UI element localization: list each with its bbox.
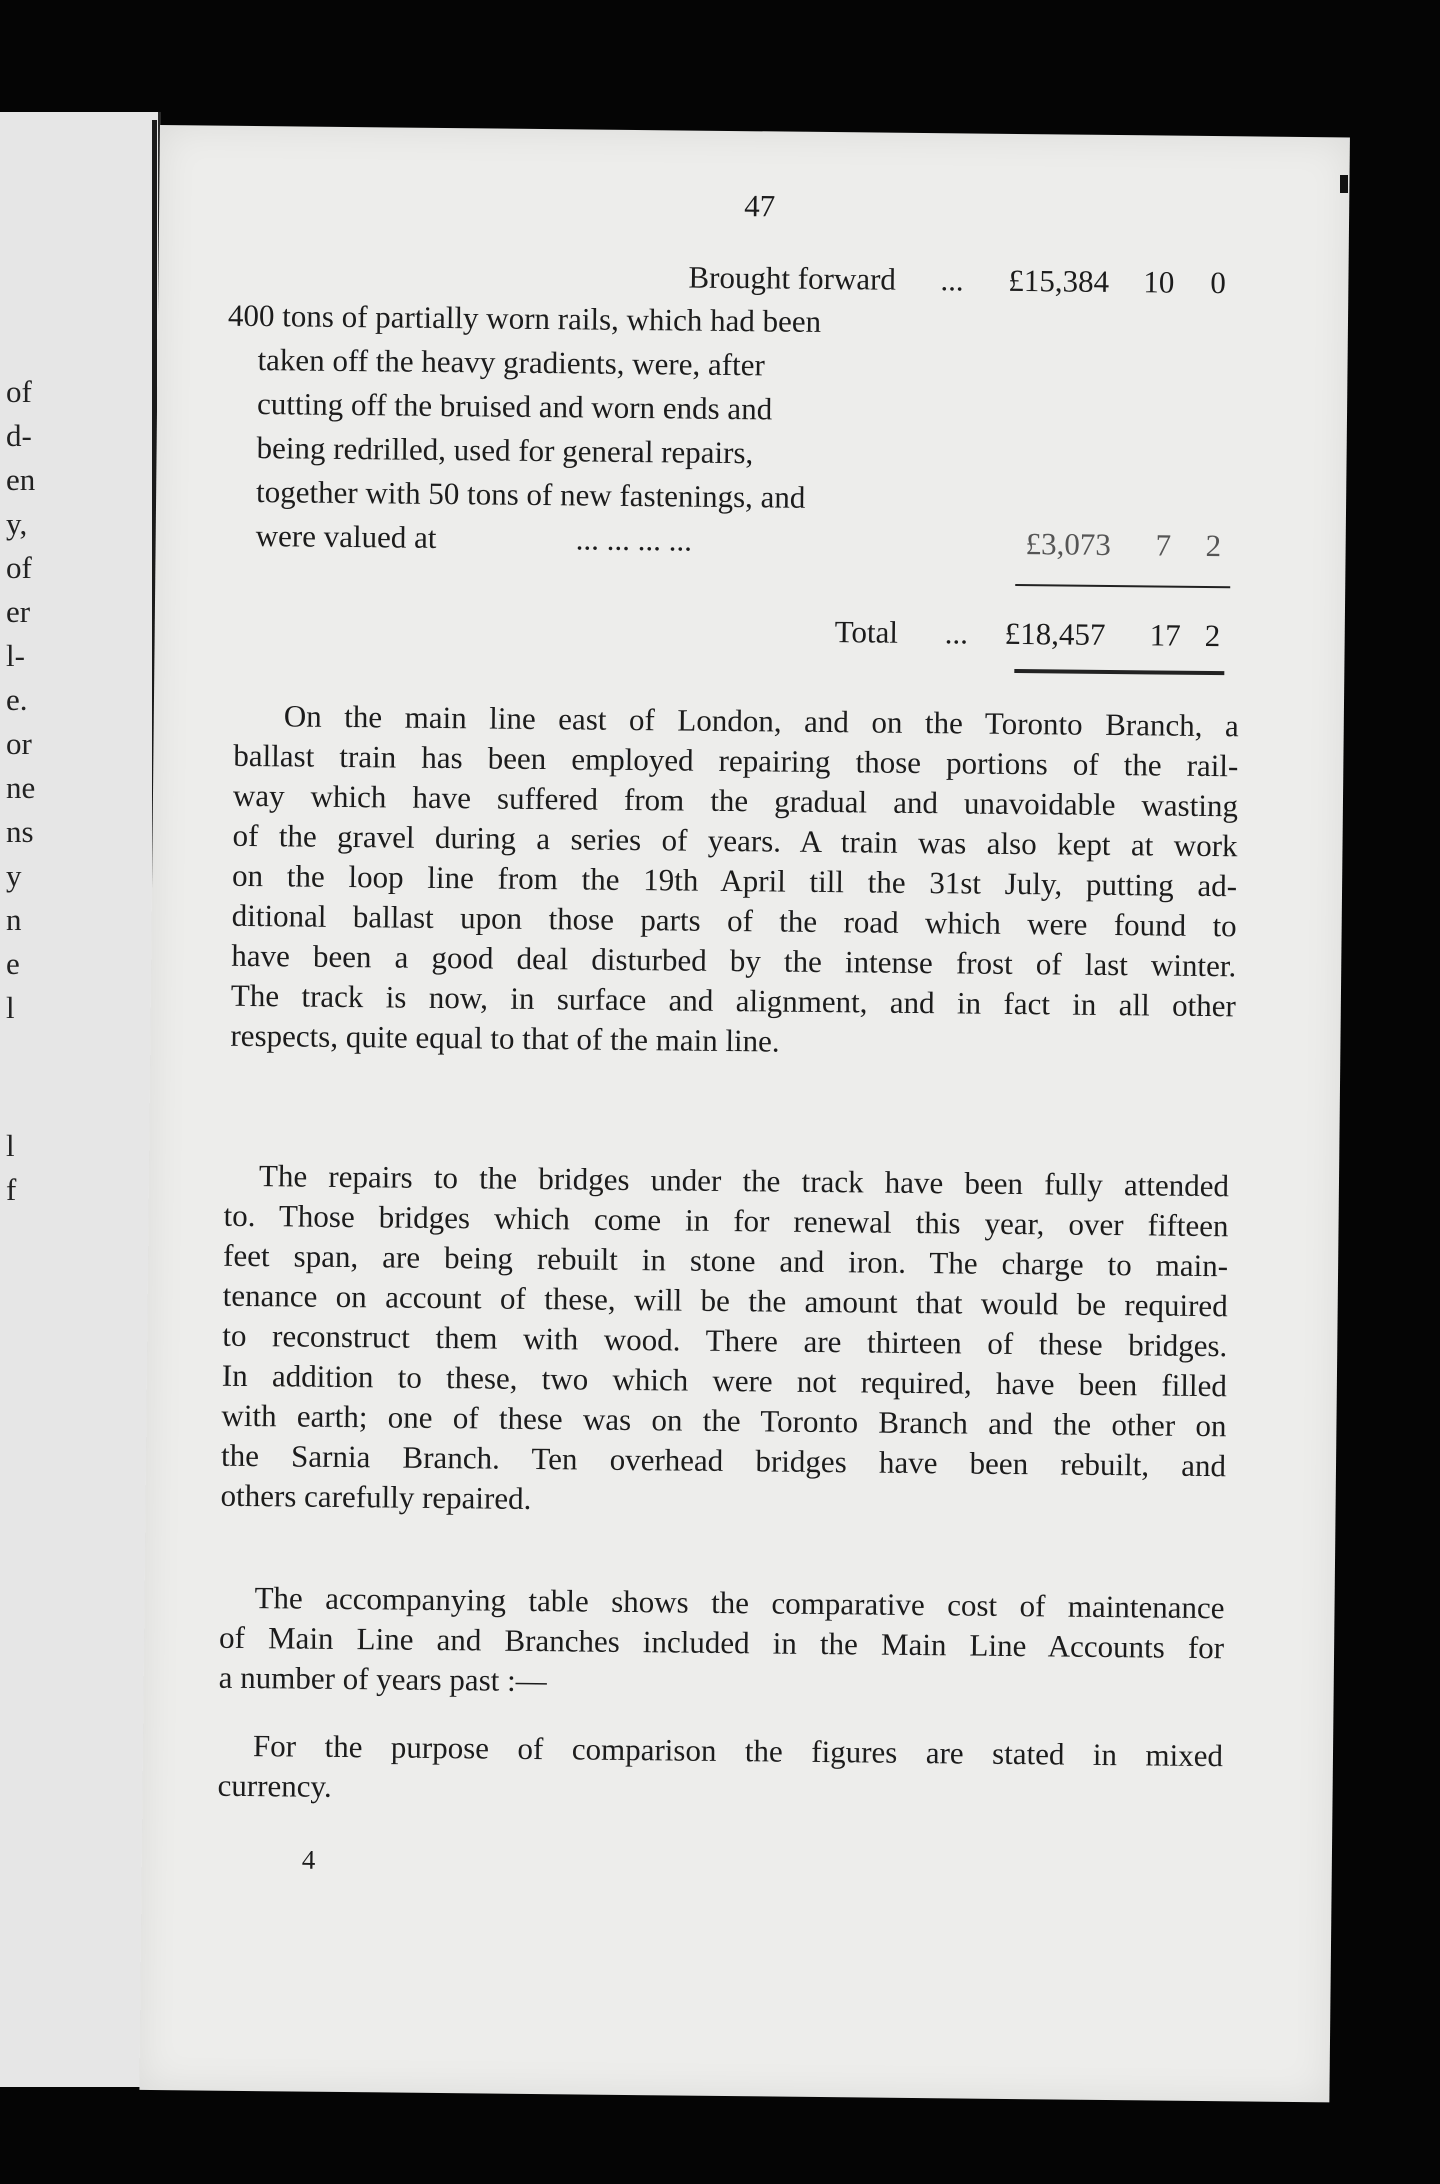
fragment-text: d- (6, 418, 32, 453)
entry-line: being redrilled, used for general repairs, (256, 430, 754, 471)
previous-page-fragment (0, 112, 161, 2087)
brought-forward-shillings: 10 (1143, 264, 1175, 300)
paragraph-line: currency. (217, 1767, 332, 1804)
fragment-text: e (6, 946, 20, 981)
entry-line: together with 50 tons of new fastenings, and (255, 474, 806, 515)
paragraph-ballast (230, 696, 1239, 1067)
fragment-text: e. (6, 682, 28, 717)
paragraph-line: The accompanying table shows the comparative cost of maintenance (254, 1580, 1225, 1626)
paragraph-line: respects, quite equal to that of the main line. (230, 1017, 780, 1059)
paragraph-line: The track is now, in surface and alignment, and in fact in all other (230, 977, 1237, 1024)
total-dots: ... (944, 615, 969, 651)
entry-pounds: £3,073 (1025, 526, 1112, 562)
paragraph-line: on the loop line from the 19th April till the 31st July, putting ad- (231, 857, 1238, 904)
signature-mark: 4 (301, 1844, 316, 1875)
paragraph-line: For the purpose of comparison the figures are stated in mixed (252, 1728, 1224, 1774)
paragraph-line: ballast train has been employed repairing those portions of the rail- (233, 737, 1239, 784)
paragraph-line: ditional ballast upon those parts of the road which were found to (231, 897, 1237, 944)
brought-forward-dots: ... (940, 262, 964, 298)
entry-line: 400 tons of partially worn rails, which had been (227, 297, 822, 339)
entry-pence: 2 (1205, 527, 1222, 564)
entry-line: cutting off the bruised and worn ends and (256, 386, 773, 427)
paragraph-line: to. Those bridges which come in for renewal this year, over fifteen (223, 1197, 1229, 1244)
fragment-text: n (6, 902, 22, 937)
entry-line: were valued at (255, 518, 437, 555)
paragraph-line: In addition to these, two which were not required, have been filled (221, 1357, 1228, 1404)
paragraph-line: have been a good deal disturbed by the intense frost of last winter. (231, 937, 1237, 984)
fragment-text: l (6, 990, 15, 1025)
page-edge-mark (1340, 175, 1348, 193)
brought-forward-pounds: £15,384 (1008, 262, 1110, 299)
total-label: Total (834, 614, 899, 650)
paragraph-line: the Sarnia Branch. Ten overhead bridges have been rebuilt, and (220, 1437, 1227, 1484)
paragraph-line: The repairs to the bridges under the track have been fully attended (258, 1158, 1230, 1204)
paragraph-line: tenance on account of these, will be the amount that would be required (222, 1277, 1228, 1324)
paragraph-line: others carefully repaired. (220, 1477, 532, 1516)
paragraph-line: of Main Line and Branches included in the Main Line Accounts for (218, 1619, 1225, 1666)
fragment-text: y, (6, 506, 28, 541)
fragment-text: l (6, 1128, 15, 1163)
total-shillings: 17 (1149, 617, 1181, 653)
fragment-text: or (6, 726, 32, 761)
brought-forward-pence: 0 (1210, 265, 1227, 301)
fragment-text: er (6, 594, 31, 629)
total-pounds: £18,457 (1004, 615, 1106, 652)
entry-shillings: 7 (1155, 527, 1172, 563)
fragment-text: of (6, 550, 32, 585)
entry-dots: ... ... ... ... (575, 521, 693, 558)
total-double-rule (1014, 669, 1224, 675)
fragment-text: l- (6, 638, 25, 673)
brought-forward-label: Brought forward (688, 259, 897, 297)
document-page (139, 125, 1350, 2102)
paragraph-line: to reconstruct them with wood. There are thirteen of these bridges. (222, 1317, 1228, 1364)
entry-line: taken off the heavy gradients, were, after (257, 342, 765, 383)
fragment-text: of (6, 374, 32, 409)
paragraph-line: a number of years past :— (218, 1659, 547, 1699)
fragment-text: ns (6, 814, 34, 849)
fragment-text: ne (6, 770, 36, 805)
paragraph-bridges (220, 1156, 1229, 1527)
paragraph-table-intro (219, 1578, 1225, 1709)
paragraph-currency-note (217, 1726, 1223, 1817)
fragment-text: en (6, 462, 36, 497)
paragraph-line: feet span, are being rebuilt in stone and iron. The charge to main- (222, 1237, 1229, 1284)
total-pence: 2 (1204, 617, 1221, 654)
paragraph-line: with earth; one of these was on the Toronto Branch and the other on (221, 1397, 1227, 1444)
paragraph-line: way which have suffered from the gradual and unavoidable wasting (232, 777, 1239, 824)
fragment-text: y (6, 858, 22, 893)
sum-rule (1015, 584, 1230, 588)
paragraph-line: On the main line east of London, and on the Toronto Branch, a (283, 698, 1239, 744)
paragraph-line: of the gravel during a series of years. A train was also kept at work (232, 817, 1238, 864)
page-number: 47 (744, 188, 776, 224)
fragment-text: f (6, 1172, 17, 1207)
